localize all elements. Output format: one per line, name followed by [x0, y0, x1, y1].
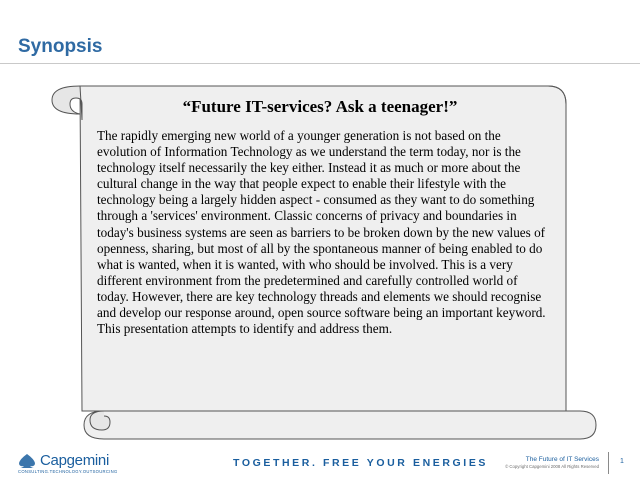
capgemini-logo [16, 452, 116, 476]
slide-title: Synopsis [18, 36, 103, 57]
footer-divider [608, 452, 609, 474]
scroll-bottom-roll [84, 411, 596, 439]
footer-copyright: © Copyright Capgemini 2008 All Rights Reserved [505, 464, 599, 469]
page-number: 1 [620, 458, 624, 465]
footer-tagline: TOGETHER. FREE YOUR ENERGIES [233, 457, 489, 469]
footer-doc-title: The Future of IT Services [525, 456, 599, 463]
logo-tagline: CONSULTING.TECHNOLOGY.OUTSOURCING [18, 469, 118, 474]
footer-doc-info [505, 456, 599, 469]
scroll-heading: “Future IT-services? Ask a teenager!” [182, 97, 458, 116]
logo-wordmark: Capgemini [40, 452, 110, 469]
spade-logo-icon [16, 453, 38, 469]
scroll-top-curl [52, 86, 82, 120]
synopsis-paragraph: The rapidly emerging new world of a younger generation is not based on the evolution of Information Technology as we understand the term today, nor is the technology itself necessarily the key either. Instead it as much or more about the cultural change in the way that people expect to enable their lifestyle with the technology being a largely hidden aspect - consumed as they want to do something through a 'services' environment. Classic concerns of privacy and boundaries in today's business systems are seen as barriers to be broken down by the new values of openness, sharing, but most of all by the spontaneous manner of being enabled to do what is wanted, when it is wanted, with who should be involved. This is a very different environment from the predetermined and carefully controlled world of today. However, there are key technology threads and elements we should recognise and develop our response around, open source software being an important keyword. This presentation attempts to identify and address them. [97, 128, 546, 337]
